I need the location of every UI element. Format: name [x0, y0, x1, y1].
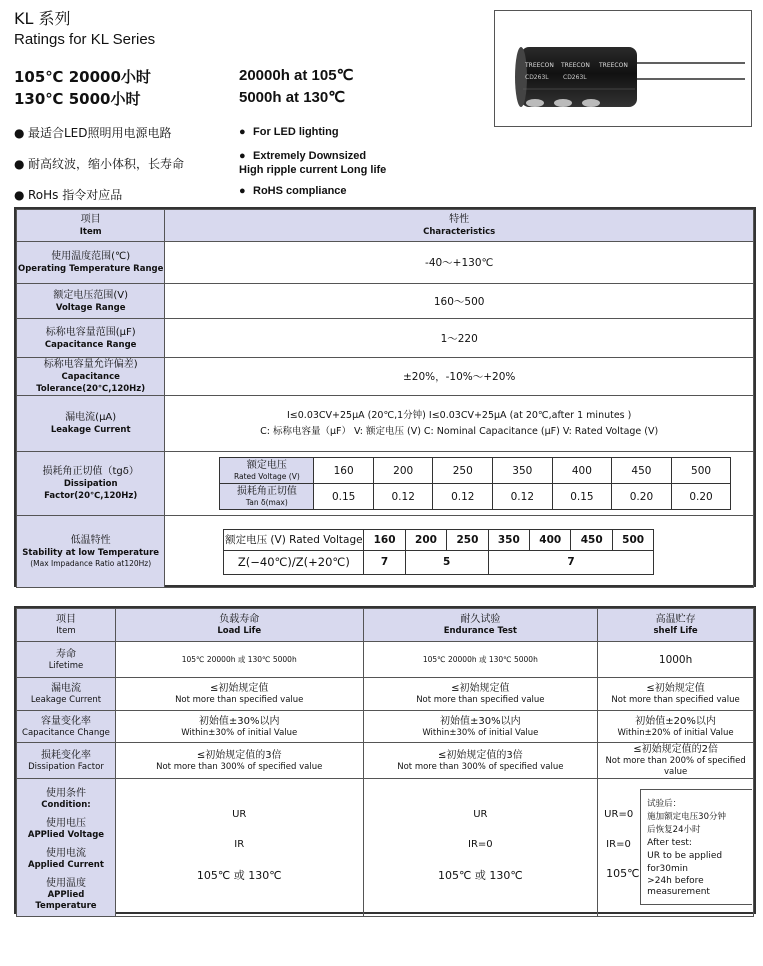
feature-cn-3: ● RoHs 指令对应品 [14, 188, 123, 202]
load-temperature: 105℃ 或 130℃ [196, 869, 282, 882]
spec-row-voltage: 额定电压范围(V) Voltage Range 160～500 [17, 284, 754, 319]
product-photo [494, 10, 752, 127]
life-header-item: 项目 Item [17, 609, 116, 642]
feature-cn-1: ● 最适合LED照明用电源电路 [14, 126, 172, 140]
brand-mark: TREECON [599, 62, 628, 69]
spec-table-frame [14, 207, 756, 587]
endurance-voltage: UR [473, 809, 488, 820]
life-table-frame [14, 606, 756, 914]
feature-cn-2: ● 耐高纹波，缩小体积，长寿命 [14, 157, 185, 171]
life-header-shelf: 高温贮存 shelf Life [598, 609, 754, 642]
after-test-note: 试验后： 施加额定电压30分钟 后恢复24小时 After test: UR to be applied for30min >24h before measurement [640, 789, 752, 905]
spec-row-leakage: 漏电流(μA) Leakage Current I≤0.03CV+25μA (20℃,1分钟) I≤0.03CV+25μA (at 20℃,after 1 minutes ) C: 标称电容量（μF） V: 额定电压 (V) C: Nominal Capacitance (μF) V: Rated Voltage (V) [17, 396, 754, 452]
feature-en-3: High ripple current Long life [239, 164, 387, 176]
life-row-dissipation: 损耗变化率 Dissipation Factor ≤初始规定值的3倍 Not more than 300% of specified value ≤初始规定值的3倍 Not more than 300% of specified value ≤初始规定值的2倍 Not more than 200% of specified value [17, 743, 754, 779]
spec-row-capacitance: 标称电容量范围(μF) Capacitance Range 1～220 [17, 319, 754, 358]
life-en-2: 5000h at 130℃ [239, 89, 346, 106]
load-current: IR [234, 839, 245, 850]
life-row-conditions: 使用条件 Condition: 使用电压 APPlied Voltage 使用电流 Applied Current 使用温度 APPlied Temperature UR IR 105℃ 或 130℃ UR IR=0 105℃ 或 130℃ UR=0 IR=0 105℃ 试验后： 施加额定电压30分钟 后恢复24小时 After test: UR to be applied for30min >24h before measurement [17, 779, 754, 917]
life-table [16, 608, 754, 917]
series-title-en: Ratings for KL Series [14, 31, 156, 48]
endurance-current: IR=0 [468, 839, 493, 850]
life-en-1: 20000h at 105℃ [239, 67, 354, 84]
load-voltage: UR [232, 809, 247, 820]
shelf-temperature: 105℃ [606, 867, 640, 880]
life-row-lifetime: 寿命 Lifetime 105℃ 20000h 或 130℃ 5000h 105℃ 20000h 或 130℃ 5000h 1000h [17, 642, 754, 678]
life-cn-1: 105℃ 20000小时 [14, 68, 151, 86]
spec-table [16, 209, 754, 588]
spec-header-item: 项目 Item [17, 210, 165, 242]
spec-row-tolerance: 标称电容量允许偏差) Capacitance Tolerance(20℃,120Hz) ±20%，-10%～+20% [17, 358, 754, 396]
feature-en-4: ● RoHS compliance [239, 185, 347, 197]
low-temp-subtable: 额定电压 (V) Rated Voltage 160 200 250 350 400 450 500 Z(−40℃)/Z(+20℃) 7 5 7 [223, 529, 654, 575]
spec-row-temperature: 使用温度范围(℃) Operating Temperature Range -40～+130℃ [17, 242, 754, 284]
dissipation-subtable: 额定电压 Rated Voltage (V) 160 200 250 350 400 450 500 损耗角正切值 Tan δ(max) 0.15 0.12 0.12 0.12 0.15 0.20 0.20 [219, 457, 731, 510]
life-header-row [17, 609, 754, 642]
brand-mark: TREECON [525, 62, 554, 69]
life-header-load: 负载寿命 Load Life [115, 609, 363, 642]
capacitor-image [495, 11, 752, 127]
spec-header-characteristics: 特性 Characteristics [165, 210, 754, 242]
life-cn-2: 130℃ 5000小时 [14, 90, 141, 108]
spec-row-dissipation: 损耗角正切值（tgδ） Dissipation Factor(20℃,120Hz) 额定电压 Rated Voltage (V) 160 200 250 350 400 450 500 损耗角正切值 Tan δ(max) 0.15 0.12 0.12 0.12 0.15 0.20 0.20 [17, 452, 754, 516]
series-title-cn: KL 系列 [14, 9, 71, 28]
life-row-leakage: 漏电流 Leakage Current ≤初始规定值 Not more than specified value ≤初始规定值 Not more than specified value ≤初始规定值 Not more than specified value [17, 678, 754, 711]
code-mark: CD263L [525, 74, 549, 81]
life-row-capacitance-change: 容量变化率 Capacitance Change 初始值±30%以内 Within±30% of initial Value 初始值±30%以内 Within±30% of initial Value 初始值±20%以内 Within±20% of initial Value [17, 711, 754, 743]
feature-en-2: ● Extremely Downsized [239, 150, 367, 162]
endurance-temperature: 105℃ 或 130℃ [438, 869, 523, 882]
shelf-voltage: UR=0 [604, 809, 634, 820]
brand-mark: TREECON [561, 62, 590, 69]
shelf-current: IR=0 [606, 839, 631, 850]
life-header-endurance: 耐久试验 Endurance Test [363, 609, 598, 642]
spec-row-low-temperature: 低温特性 Stability at low Temperature (Max Impadance Ratio at120Hz) 额定电压 (V) Rated Voltage 160 200 250 350 400 450 500 Z(−40℃)/Z(+20℃) 7 5 7 [17, 516, 754, 588]
code-mark: CD263L [563, 74, 587, 81]
feature-en-1: ● For LED lighting [239, 126, 339, 138]
